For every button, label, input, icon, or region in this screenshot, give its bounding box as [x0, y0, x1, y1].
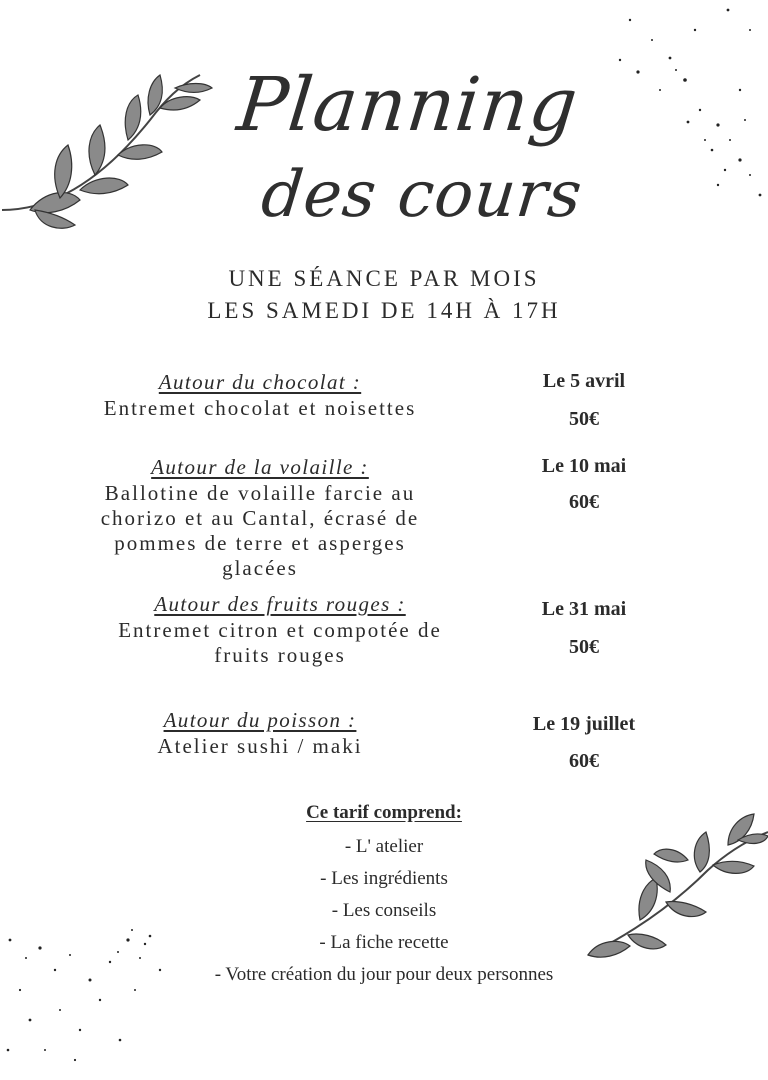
course-price: 50€ [569, 636, 599, 658]
tarif-item: - Les ingrédients [320, 868, 448, 889]
course-date: Le 31 mai [541, 598, 627, 620]
course-description: Ballotine de volaille farcie au [104, 481, 416, 505]
course-title: Autour du chocolat : [158, 370, 362, 394]
course-description: Atelier sushi / maki [157, 734, 363, 758]
tarif-item: - Votre création du jour pour deux personnes [214, 964, 554, 985]
speckle-texture-bottom-left-icon [0, 900, 200, 1080]
leaf-branch-bottom-right-icon [578, 800, 768, 980]
tarif-item: - L' atelier [344, 836, 424, 857]
course-title: Autour de la volaille : [151, 455, 369, 479]
course-price: 50€ [569, 408, 599, 430]
title-line-1: Planning [233, 62, 583, 148]
tarif-title: Ce tarif comprend: [306, 802, 462, 823]
course-price: 60€ [569, 491, 599, 513]
leaf-branch-top-left-icon [0, 60, 220, 240]
course-title: Autour des fruits rouges : [154, 592, 406, 616]
course-title: Autour du poisson : [163, 708, 357, 732]
course-price: 60€ [569, 750, 599, 772]
course-description: Entremet chocolat et noisettes [103, 396, 417, 420]
course-description: Entremet citron et compotée de [118, 618, 442, 642]
course-description: pommes de terre et asperges [114, 531, 406, 555]
course-date: Le 10 mai [541, 455, 627, 477]
course-date: Le 19 juillet [532, 713, 636, 735]
subtitle-frequency: UNE SÉANCE PAR MOIS [228, 266, 540, 291]
speckle-texture-top-right-icon [600, 0, 768, 210]
tarif-item: - Les conseils [331, 900, 437, 921]
course-description: chorizo et au Cantal, écrasé de [100, 506, 420, 530]
title-line-2: des cours [258, 158, 586, 232]
tarif-item: - La fiche recette [319, 932, 449, 953]
course-date: Le 5 avril [542, 370, 626, 392]
subtitle-schedule: LES SAMEDI DE 14H À 17H [207, 298, 561, 323]
course-description: glacées [222, 556, 298, 580]
course-description: fruits rouges [214, 643, 346, 667]
